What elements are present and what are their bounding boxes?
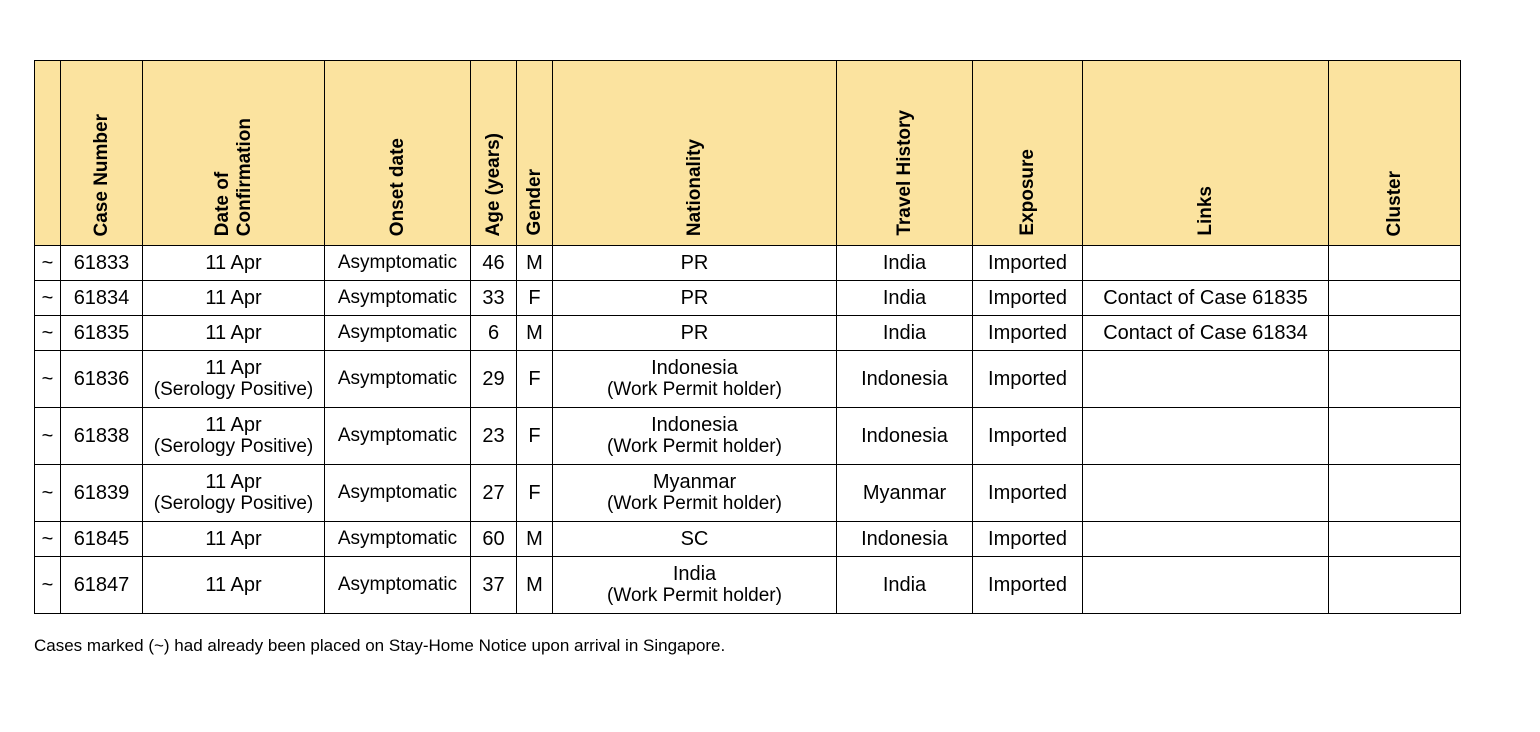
gender-cell	[517, 408, 553, 465]
gender-cell-text: F	[528, 287, 541, 309]
date-cell	[143, 351, 325, 408]
nationality-cell-note: (Work Permit holder)	[607, 585, 782, 606]
onset-cell	[325, 465, 471, 522]
gender-cell-text: F	[528, 482, 541, 504]
gender-cell-text: M	[526, 528, 543, 550]
nationality-cell	[553, 281, 837, 316]
age-cell-text: 46	[482, 252, 505, 274]
header-age: Age (years)	[471, 61, 517, 246]
age-cell-text: 60	[482, 528, 505, 550]
case-number-cell-text: 61839	[73, 482, 130, 504]
travel-history-cell	[837, 408, 973, 465]
onset-cell-text: Asymptomatic	[337, 252, 458, 273]
cluster-cell	[1329, 351, 1461, 408]
marker-cell-text: ~	[41, 482, 54, 504]
exposure-cell-text: Imported	[988, 482, 1067, 504]
onset-cell-text: Asymptomatic	[337, 528, 458, 549]
onset-cell	[325, 351, 471, 408]
header-gender: Gender	[517, 61, 553, 246]
marker-cell-text: ~	[41, 574, 54, 596]
case-number-cell-text: 61836	[73, 368, 130, 390]
links-cell	[1083, 557, 1329, 614]
cluster-cell	[1329, 316, 1461, 351]
marker-cell-text: ~	[41, 368, 54, 390]
travel-history-cell	[837, 465, 973, 522]
travel-history-cell-text: India	[882, 322, 927, 344]
travel-history-cell-text: Indonesia	[861, 528, 948, 550]
marker-cell	[35, 465, 61, 522]
gender-cell	[517, 465, 553, 522]
exposure-cell	[973, 246, 1083, 281]
nationality-cell-text: Myanmar	[652, 471, 737, 493]
travel-history-cell-text: India	[882, 287, 927, 309]
date-cell	[143, 281, 325, 316]
header-date-of-confirmation: Date of Confirmation	[143, 61, 325, 246]
gender-cell	[517, 351, 553, 408]
nationality-cell	[553, 351, 837, 408]
header-nationality: Nationality	[553, 61, 837, 246]
cluster-cell	[1329, 281, 1461, 316]
cluster-cell	[1329, 522, 1461, 557]
marker-cell-text: ~	[41, 287, 54, 309]
gender-cell	[517, 557, 553, 614]
onset-cell-text: Asymptomatic	[337, 574, 458, 595]
header-links: Links	[1083, 61, 1329, 246]
onset-cell-text: Asymptomatic	[337, 425, 458, 446]
cluster-cell	[1329, 408, 1461, 465]
marker-cell	[35, 557, 61, 614]
date-cell-text: 11 Apr	[205, 414, 262, 436]
exposure-cell-text: Imported	[988, 368, 1067, 390]
age-cell-text: 6	[487, 322, 500, 344]
links-cell-text: Contact of Case 61835	[1103, 287, 1308, 309]
case-number-cell	[61, 246, 143, 281]
case-number-cell-text: 61845	[73, 528, 130, 550]
nationality-cell	[553, 522, 837, 557]
marker-cell-text: ~	[41, 425, 54, 447]
case-table-body	[35, 246, 1461, 614]
date-cell	[143, 522, 325, 557]
case-number-cell	[61, 465, 143, 522]
header-onset-date: Onset date	[325, 61, 471, 246]
travel-history-cell-text: India	[882, 252, 927, 274]
onset-cell	[325, 557, 471, 614]
footnote: Cases marked (~) had already been placed on Stay-Home Notice upon arrival in Singapore.	[34, 636, 726, 655]
nationality-cell-text: PR	[680, 287, 709, 309]
links-cell	[1083, 408, 1329, 465]
age-cell	[471, 522, 517, 557]
marker-cell	[35, 351, 61, 408]
date-cell	[143, 246, 325, 281]
exposure-cell-text: Imported	[988, 528, 1067, 550]
gender-cell	[517, 316, 553, 351]
age-cell-text: 37	[482, 574, 505, 596]
links-cell	[1083, 281, 1329, 316]
header-row	[35, 61, 1461, 246]
exposure-cell	[973, 351, 1083, 408]
travel-history-cell	[837, 316, 973, 351]
travel-history-cell	[837, 557, 973, 614]
exposure-cell-text: Imported	[988, 425, 1067, 447]
marker-cell-text: ~	[41, 528, 54, 550]
gender-cell	[517, 522, 553, 557]
nationality-cell-text: Indonesia	[651, 357, 738, 379]
age-cell-text: 29	[482, 368, 505, 390]
onset-cell-text: Asymptomatic	[337, 322, 458, 343]
marker-cell	[35, 246, 61, 281]
case-number-cell-text: 61835	[73, 322, 130, 344]
age-cell	[471, 408, 517, 465]
marker-cell-text: ~	[41, 252, 54, 274]
nationality-cell-note: (Work Permit holder)	[607, 379, 782, 400]
header-marker	[35, 61, 61, 246]
age-cell	[471, 351, 517, 408]
exposure-cell	[973, 316, 1083, 351]
links-cell	[1083, 465, 1329, 522]
marker-cell	[35, 522, 61, 557]
nationality-cell	[553, 246, 837, 281]
age-cell	[471, 246, 517, 281]
date-cell-text: 11 Apr	[205, 252, 262, 274]
date-cell	[143, 408, 325, 465]
exposure-cell-text: Imported	[988, 287, 1067, 309]
date-cell-note: (Serology Positive)	[153, 493, 314, 514]
case-number-cell	[61, 522, 143, 557]
marker-cell	[35, 408, 61, 465]
exposure-cell-text: Imported	[988, 574, 1067, 596]
table-row	[35, 465, 1461, 522]
case-number-cell-text: 61847	[73, 574, 130, 596]
age-cell	[471, 281, 517, 316]
onset-cell	[325, 522, 471, 557]
onset-cell-text: Asymptomatic	[337, 482, 458, 503]
case-number-cell	[61, 351, 143, 408]
marker-cell-text: ~	[41, 322, 54, 344]
date-cell	[143, 316, 325, 351]
case-number-cell	[61, 281, 143, 316]
header-travel-history: Travel History	[837, 61, 973, 246]
gender-cell-text: M	[526, 322, 543, 344]
cluster-cell	[1329, 557, 1461, 614]
onset-cell-text: Asymptomatic	[337, 287, 458, 308]
nationality-cell	[553, 465, 837, 522]
date-cell	[143, 557, 325, 614]
exposure-cell	[973, 465, 1083, 522]
marker-cell	[35, 316, 61, 351]
exposure-cell	[973, 557, 1083, 614]
travel-history-cell	[837, 522, 973, 557]
age-cell	[471, 557, 517, 614]
date-cell-note: (Serology Positive)	[153, 436, 314, 457]
links-cell	[1083, 316, 1329, 351]
date-cell-text: 11 Apr	[205, 471, 262, 493]
case-number-cell-text: 61833	[73, 252, 130, 274]
travel-history-cell-text: Indonesia	[861, 425, 948, 447]
nationality-cell	[553, 557, 837, 614]
nationality-cell-text: PR	[680, 252, 709, 274]
case-number-cell	[61, 316, 143, 351]
date-cell	[143, 465, 325, 522]
nationality-cell-text: India	[672, 563, 717, 585]
nationality-cell	[553, 316, 837, 351]
age-cell-text: 27	[482, 482, 505, 504]
travel-history-cell	[837, 281, 973, 316]
date-cell-text: 11 Apr	[205, 357, 262, 379]
exposure-cell	[973, 408, 1083, 465]
onset-cell	[325, 281, 471, 316]
case-number-cell	[61, 408, 143, 465]
gender-cell-text: F	[528, 425, 541, 447]
age-cell	[471, 316, 517, 351]
links-cell-text: Contact of Case 61834	[1103, 322, 1308, 344]
exposure-cell-text: Imported	[988, 322, 1067, 344]
onset-cell	[325, 408, 471, 465]
marker-cell	[35, 281, 61, 316]
onset-cell-text: Asymptomatic	[337, 368, 458, 389]
links-cell	[1083, 246, 1329, 281]
gender-cell-text: M	[526, 574, 543, 596]
date-cell-text: 11 Apr	[205, 528, 262, 550]
gender-cell	[517, 246, 553, 281]
date-cell-text: 11 Apr	[205, 574, 262, 596]
travel-history-cell-text: India	[882, 574, 927, 596]
onset-cell	[325, 246, 471, 281]
gender-cell-text: M	[526, 252, 543, 274]
gender-cell-text: F	[528, 368, 541, 390]
links-cell	[1083, 522, 1329, 557]
nationality-cell	[553, 408, 837, 465]
header-exposure: Exposure	[973, 61, 1083, 246]
age-cell-text: 23	[482, 425, 505, 447]
gender-cell	[517, 281, 553, 316]
cluster-cell	[1329, 465, 1461, 522]
exposure-cell	[973, 522, 1083, 557]
table-row	[35, 351, 1461, 408]
header-case-number: Case Number	[61, 61, 143, 246]
table-row	[35, 557, 1461, 614]
date-cell-text: 11 Apr	[205, 322, 262, 344]
case-number-cell-text: 61838	[73, 425, 130, 447]
age-cell	[471, 465, 517, 522]
nationality-cell-text: SC	[680, 528, 709, 550]
travel-history-cell	[837, 246, 973, 281]
table-row	[35, 522, 1461, 557]
travel-history-cell-text: Indonesia	[861, 368, 948, 390]
case-table	[34, 60, 1461, 614]
nationality-cell-note: (Work Permit holder)	[607, 436, 782, 457]
header-cluster: Cluster	[1329, 61, 1461, 246]
exposure-cell	[973, 281, 1083, 316]
travel-history-cell-text: Myanmar	[862, 482, 947, 504]
nationality-cell-note: (Work Permit holder)	[607, 493, 782, 514]
case-number-cell-text: 61834	[73, 287, 130, 309]
case-number-cell	[61, 557, 143, 614]
date-cell-text: 11 Apr	[205, 287, 262, 309]
travel-history-cell	[837, 351, 973, 408]
table-row	[35, 408, 1461, 465]
age-cell-text: 33	[482, 287, 505, 309]
nationality-cell-text: Indonesia	[651, 414, 738, 436]
nationality-cell-text: PR	[680, 322, 709, 344]
table-row	[35, 246, 1461, 281]
table-row	[35, 281, 1461, 316]
links-cell	[1083, 351, 1329, 408]
date-cell-note: (Serology Positive)	[153, 379, 314, 400]
cluster-cell	[1329, 246, 1461, 281]
onset-cell	[325, 316, 471, 351]
table-row	[35, 316, 1461, 351]
exposure-cell-text: Imported	[988, 252, 1067, 274]
